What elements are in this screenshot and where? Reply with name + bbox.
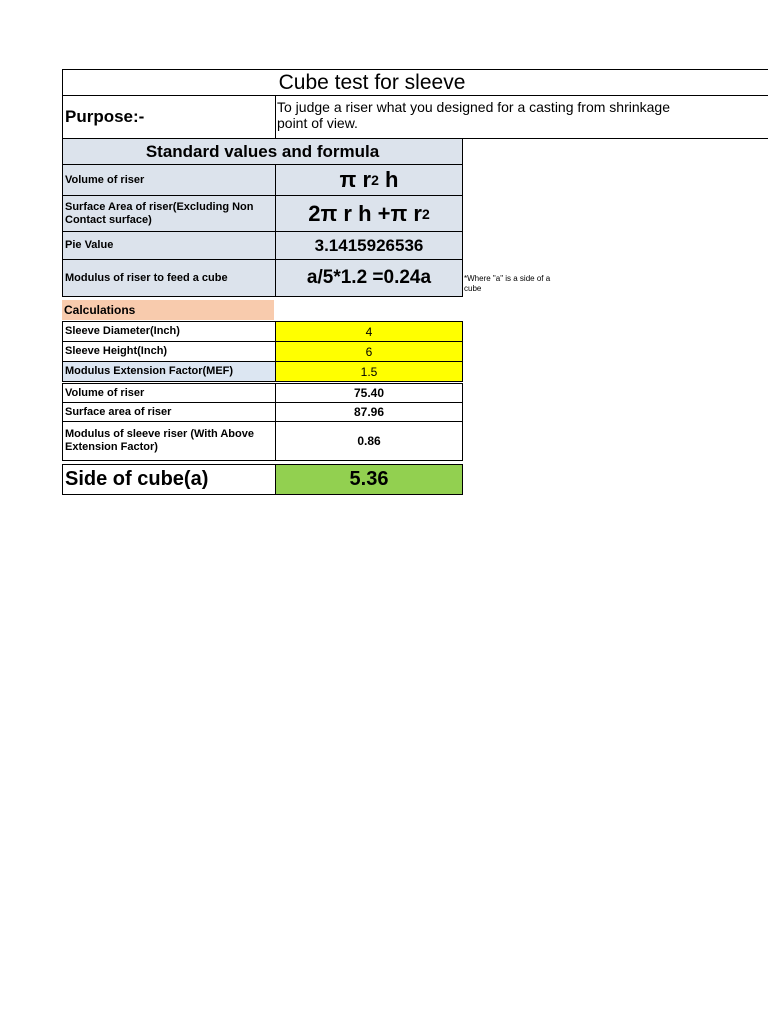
purpose-label-cell [62, 95, 276, 139]
formula-label-pie: Pie Value [62, 231, 276, 260]
purpose-text: To judge a riser what you designed for a casting from shrinkage point of view. [277, 99, 670, 131]
formula-value-surface-area: 2π r h +π r 2 [275, 195, 463, 232]
result-label-volume: Volume of riser [62, 383, 276, 403]
formula-label-modulus: Modulus of riser to feed a cube [62, 259, 276, 297]
purpose-label: Purpose:- [65, 107, 145, 126]
standard-header: Standard values and formula [145, 141, 380, 161]
final-value-cell [275, 464, 463, 495]
result-label-surface-area: Surface area of riser [62, 402, 276, 422]
formula-value-modulus: a/5*1.2 =0.24a [275, 259, 463, 297]
standard-header-cell [62, 138, 463, 165]
final-value: 5.36 [349, 468, 389, 490]
input-label-sleeve-height: Sleeve Height(Inch) [62, 341, 276, 362]
cube-side-note: *Where "a" is a side of a cube [464, 274, 551, 293]
formula-value-pie: 3.1415926536 [275, 231, 463, 260]
formula-value-volume: π r 2 h [275, 164, 463, 196]
input-sleeve-height[interactable]: 6 [275, 341, 463, 362]
result-modulus: 0.86 [275, 421, 463, 461]
formula-label-volume: Volume of riser [62, 164, 276, 196]
input-label-sleeve-diameter: Sleeve Diameter(Inch) [62, 321, 276, 342]
result-volume: 75.40 [275, 383, 463, 403]
result-label-modulus: Modulus of sleeve riser (With Above Extension Factor) [62, 421, 276, 461]
final-label: Side of cube(a) [65, 468, 209, 490]
input-label-mef: Modulus Extension Factor(MEF) [62, 361, 276, 382]
formula-label-surface-area: Surface Area of riser(Excluding Non Contact surface) [62, 195, 276, 232]
final-label-cell [62, 464, 276, 495]
calculations-header: Calculations [62, 300, 274, 320]
result-surface-area: 87.96 [275, 402, 463, 422]
sheet-title: Cube test for sleeve [278, 70, 466, 94]
purpose-text-cell [275, 95, 768, 139]
input-sleeve-diameter[interactable]: 4 [275, 321, 463, 342]
input-mef[interactable]: 1.5 [275, 361, 463, 382]
sheet-title-cell [62, 69, 768, 96]
